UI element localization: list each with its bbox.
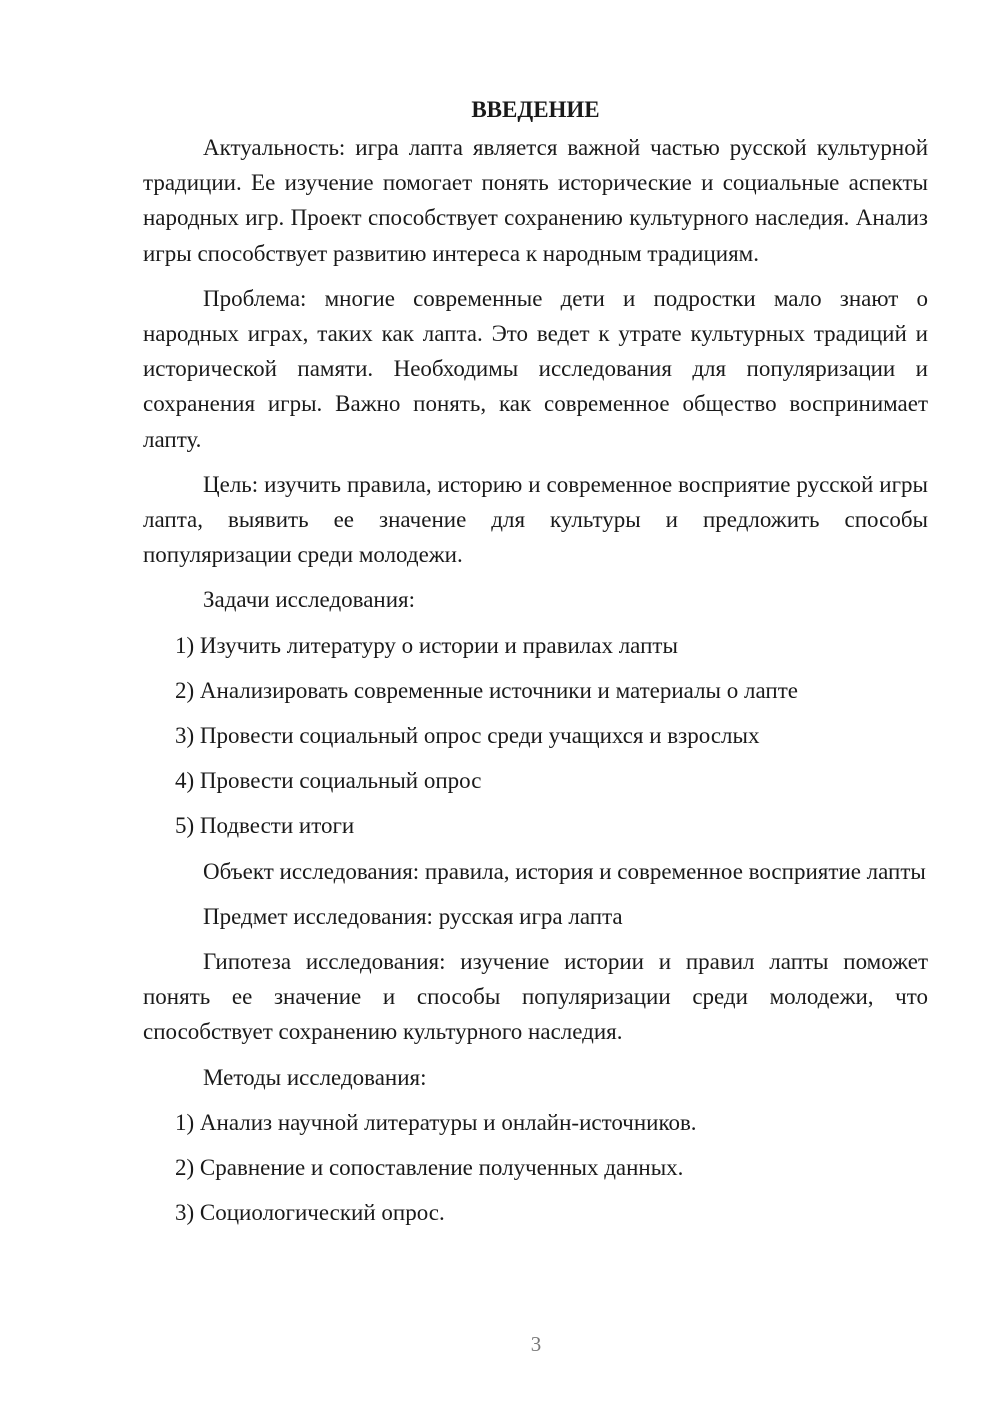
method-item: 3) Социологический опрос. [175,1200,445,1226]
goal-paragraph: Цель: изучить правила, историю и современное восприятие русской игры лапта, выявить ее значение для культуры и предложить способы популяризации среди молодежи. [143,471,928,568]
task-item: 2) Анализировать современные источники и материалы о лапте [175,677,798,703]
task-item: 3) Провести социальный опрос среди учащихся и взрослых [175,723,760,749]
task-item: 5) Подвести итоги [175,813,355,839]
task-item: 1) Изучить литературу о истории и правилах лапты [175,632,678,658]
relevance-paragraph: Актуальность: игра лапта является важной частью русской культурной традиции. Ее изучение помогает понять исторические и социальные аспекты народных игр. Проект способствует сохранению культурного наследия. Анализ игры способствует развитию интереса к народным традициям. [143,135,928,266]
subject-paragraph: Предмет исследования: русская игра лапта [203,903,623,929]
methods-heading: Методы исследования: [203,1064,427,1090]
section-title: ВВЕДЕНИЕ [471,97,600,122]
tasks-heading: Задачи исследования: [203,587,416,613]
tasks-list [143,628,928,844]
object-paragraph: Объект исследования: правила, история и современное восприятие лапты [203,858,926,884]
task-item: 4) Провести социальный опрос [175,768,482,794]
page-number: 3 [530,1332,542,1356]
hypothesis-paragraph: Гипотеза исследования: изучение истории и правил лапты поможет понять ее значение и способы популяризации среди молодежи, что способствует сохранению культурного наследия. [143,949,928,1045]
method-item: 1) Анализ научной литературы и онлайн-источников. [175,1109,697,1135]
methods-list [143,1105,928,1231]
problem-paragraph: Проблема: многие современные дети и подростки мало знают о народных играх, таких как лапта. Это ведет к утрате культурных традиций и исторической памяти. Необходимы исследования для популяризации и сохранения игры. Важно понять, как современное общество воспринимает лапту. [143,285,928,452]
method-item: 2) Сравнение и сопоставление полученных данных. [175,1155,684,1181]
document-page [143,92,928,1240]
